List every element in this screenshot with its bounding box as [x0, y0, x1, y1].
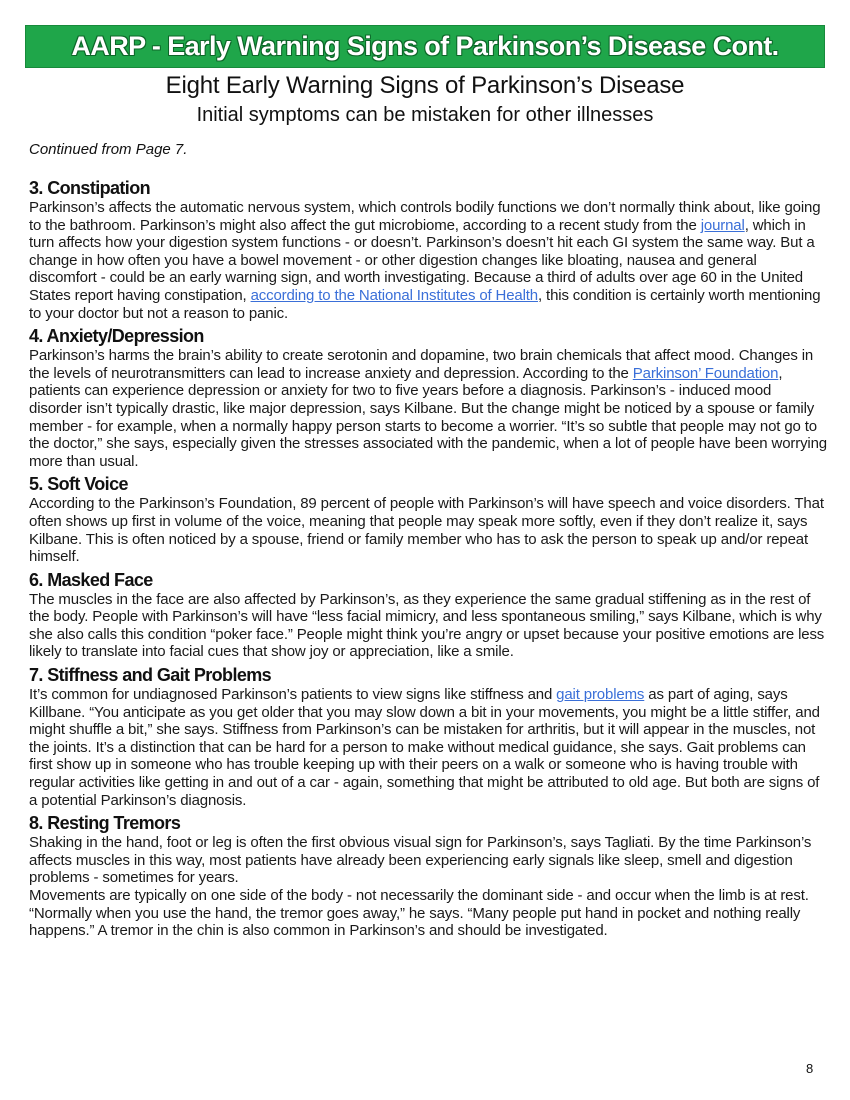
article-body — [29, 178, 827, 944]
section-heading: 3. Constipation — [29, 178, 150, 198]
nih-link[interactable]: according to the National Institutes of Health — [250, 286, 539, 304]
paragraph-text: , this condition is certainly worth mentioning to your doctor but not a reason to panic. — [29, 286, 821, 322]
continued-note: Continued from Page 7. — [29, 141, 188, 158]
section-masked-face — [29, 570, 827, 661]
section-stiffness-gait — [29, 665, 827, 809]
section-paragraph: Shaking in the hand, foot or leg is often the first obvious visual sign for Parkinson’s, says Tagliati. By the time Parkinson’s affects muscles in this way, most patients have already been experiencing early signals like sleep, smell and digestion problems - sometimes for years. — [29, 834, 812, 887]
page-banner — [25, 25, 825, 68]
section-anxiety-depression — [29, 326, 827, 470]
section-heading: 6. Masked Face — [29, 569, 153, 590]
section-constipation — [29, 178, 827, 322]
page-subtitle: Initial symptoms can be mistaken for other illnesses — [196, 104, 654, 126]
section-paragraph: The muscles in the face are also affected by Parkinson’s, as they experience the same gradual stiffening as in the rest of the body. People with Parkinson’s will have “less facial mimicry, and less spontaneous smiling,” says Kilbane, which is why she also calls this condition “poker face.” People might think you’re angry or upset because your positive emotions are less likely to translate into facial cues that show joy or appreciation, like a smile. — [29, 590, 825, 661]
section-heading: 4. Anxiety/Depression — [29, 326, 204, 347]
page-title: Eight Early Warning Signs of Parkinson’s Disease — [165, 72, 685, 99]
paragraph-text: , which in turn affects how your digestion system functions - or doesn’t. Parkinson’s doesn’t hit each GI system the same way. But a change in how often you have a bowel movement - or other digestion changes like bloating, nausea and general discomfort - could be an early warning sign, and worth investigating. Because a third of adults over age 60 in the United States report having constipation, — [29, 216, 815, 304]
section-paragraph — [29, 347, 827, 470]
gait-problems-link[interactable]: gait problems — [556, 686, 645, 704]
section-paragraph: Movements are typically on one side of the body - not necessarily the dominant side - and occur when the limb is at rest. “Normally when you use the hand, the tremor goes away,” he says. “Many people put hand in pocket and nothing really happens.” A tremor in the chin is also common in Parkinson’s and should be investigated. — [29, 887, 809, 940]
section-paragraph — [29, 199, 827, 322]
paragraph-text: Parkinson’s harms the brain’s ability to create serotonin and dopamine, two brain chemicals that affect mood. Changes in the levels of neurotransmitters can lead to increase anxiety and depression. According to the — [29, 347, 814, 382]
section-heading: 7. Stiffness and Gait Problems — [29, 665, 272, 686]
page-number: 8 — [806, 1061, 814, 1076]
journal-link[interactable]: journal — [700, 216, 745, 234]
section-heading: 8. Resting Tremors — [29, 813, 181, 834]
section-resting-tremors — [29, 813, 827, 940]
banner-title: AARP - Early Warning Signs of Parkinson’s Disease Cont. — [71, 31, 779, 61]
paragraph-text: It’s common for undiagnosed Parkinson’s patients to view signs like stiffness and — [29, 686, 557, 704]
paragraph-text: Parkinson’s affects the automatic nervous system, which controls bodily functions we don’t normally think about, like going to the bathroom. Parkinson’s might also affect the gut microbiome, according to a recent study from the — [29, 199, 821, 234]
section-paragraph — [29, 686, 827, 809]
paragraph-text: as part of aging, says Killbane. “You anticipate as you get older that you may slow down a bit in your movements, you might be a little stiffer, and might shuffle a bit,” she says. Stiffness from Parkinson’s can be mistaken for arthritis, but it will appear in the muscles, not the joints. It’s a distinction that can be hard for a person to make without medical guidance, she says. Gait problems can first show up in someone who has trouble keeping up with their peers on a walk or someone who is having trouble with regular activities like getting in and out of a car - again, something that might be attributed to old age. But both are signs of a potential Parkinson’s diagnosis. — [29, 686, 820, 809]
paragraph-text: , patients can experience depression or anxiety for two to five years before a diagnosis. Parkinson’s - induced mood disorder isn’t typically drastic, like major depression, says Kilbane. But the change might be noticed by a spouse or family member - for example, when a normally happy person starts to become a worrier. “It’s so subtle that people may not go to the doctor,” she says, especially given the stresses associated with the pandemic, when a lot of people have been worrying more than usual. — [29, 364, 827, 470]
section-soft-voice — [29, 474, 827, 565]
section-heading: 5. Soft Voice — [29, 474, 128, 495]
parkinsons-foundation-link[interactable]: Parkinson’ Foundation — [632, 364, 779, 382]
section-paragraph: According to the Parkinson’s Foundation, 89 percent of people with Parkinson’s will have speech and voice disorders. That often shows up first in volume of the voice, meaning that people may speak more softly, even if they don’t realize it, says Kilbane. This is often noticed by a spouse, friend or family member who has to ask the person to speak up and/or repeat himself. — [29, 495, 824, 566]
